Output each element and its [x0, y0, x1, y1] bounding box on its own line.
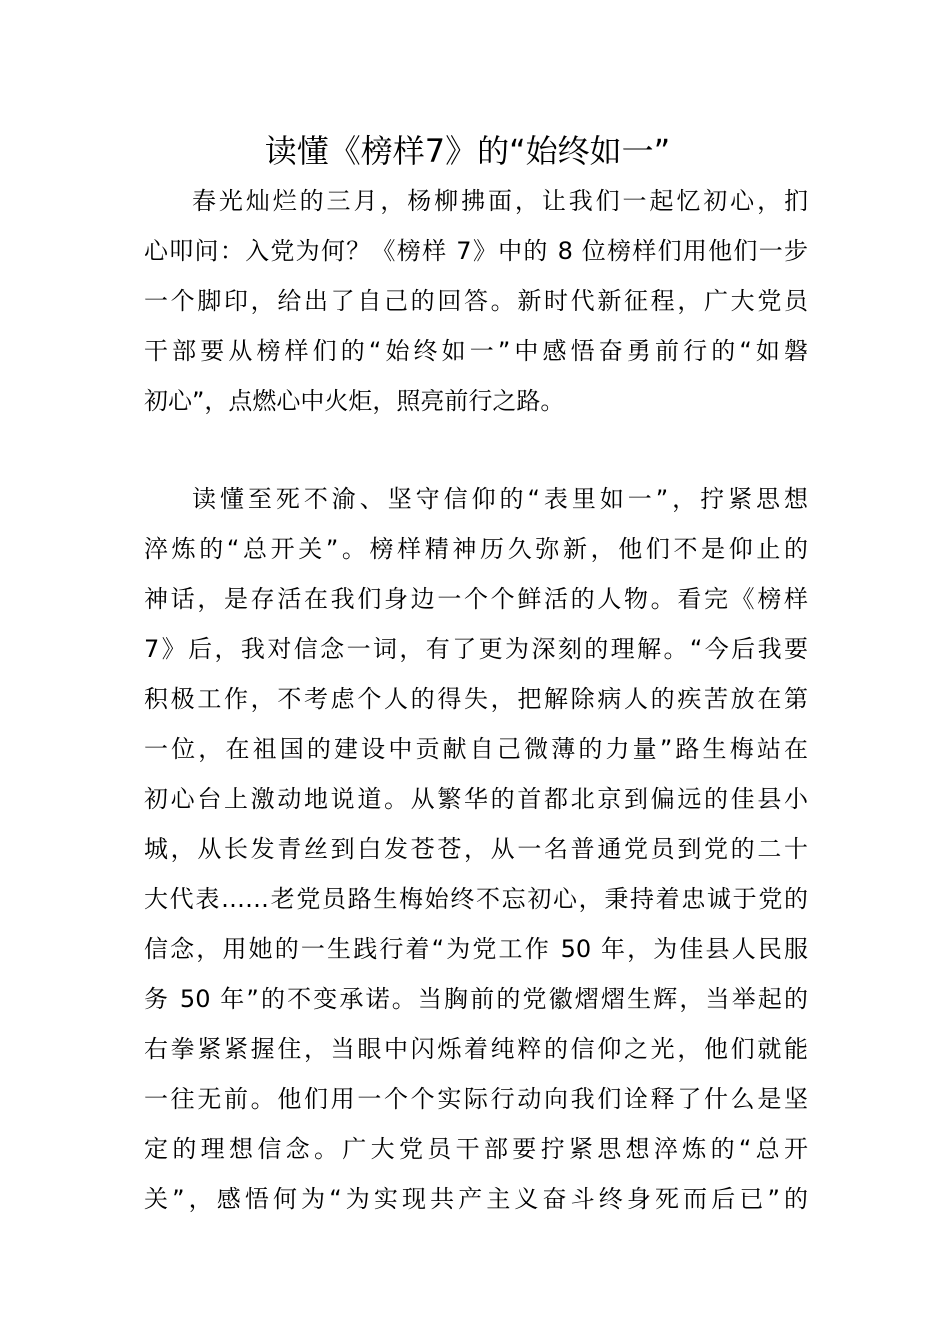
paragraph-line: 读懂至死不渝、坚守信仰的“表里如一”，拧紧思想: [192, 485, 808, 513]
paragraph-1: [144, 176, 808, 426]
paragraph-line: 信念，用她的一生践行着“为党工作 50 年，为佳县人民服: [144, 935, 808, 963]
paragraph-line: 一往无前。他们用一个个实际行动向我们诠释了什么是坚: [144, 1085, 808, 1113]
paragraph-2: [144, 474, 808, 1224]
paragraph-line: 心叩问：入党为何？《榜样 7》中的 8 位榜样们用他们一步: [144, 237, 808, 265]
paragraph-line: 一位，在祖国的建设中贡献自己微薄的力量”路生梅站在: [144, 735, 808, 763]
paragraph-line: 大代表……老党员路生梅始终不忘初心，秉持着忠诚于党的: [144, 885, 808, 913]
document-title: 读懂《榜样7》的“始终如一”: [264, 132, 671, 170]
paragraph-line: 干部要从榜样们的“始终如一”中感悟奋勇前行的“如磐: [144, 337, 808, 365]
paragraph-line: 关”，感悟何为“为实现共产主义奋斗终身死而后已”的: [144, 1185, 808, 1213]
paragraph-line: 积极工作，不考虑个人的得失，把解除病人的疾苦放在第: [144, 685, 808, 713]
paragraph-line: 神话，是存活在我们身边一个个鲜活的人物。看完《榜样: [144, 585, 808, 613]
paragraph-line: 右拳紧紧握住，当眼中闪烁着纯粹的信仰之光，他们就能: [144, 1035, 808, 1063]
paragraph-line: 城，从长发青丝到白发苍苍，从一名普通党员到党的二十: [144, 835, 808, 863]
paragraph-line: 定的理想信念。广大党员干部要拧紧思想淬炼的“总开: [144, 1135, 808, 1163]
paragraph-line: 淬炼的“总开关”。榜样精神历久弥新，他们不是仰止的: [144, 535, 808, 563]
paragraph-line: 初心台上激动地说道。从繁华的首都北京到偏远的佳县小: [144, 785, 808, 813]
paragraph-line: 初心”，点燃心中火炬，照亮前行之路。: [144, 387, 565, 415]
paragraph-line: 务 50 年”的不变承诺。当胸前的党徽熠熠生辉，当举起的: [144, 985, 808, 1013]
paragraph-line: 一个脚印，给出了自己的回答。新时代新征程，广大党员: [144, 287, 808, 315]
paragraph-line: 7》后，我对信念一词，有了更为深刻的理解。“今后我要: [144, 635, 808, 663]
paragraph-line: 春光灿烂的三月，杨柳拂面，让我们一起忆初心，扪: [192, 187, 808, 215]
